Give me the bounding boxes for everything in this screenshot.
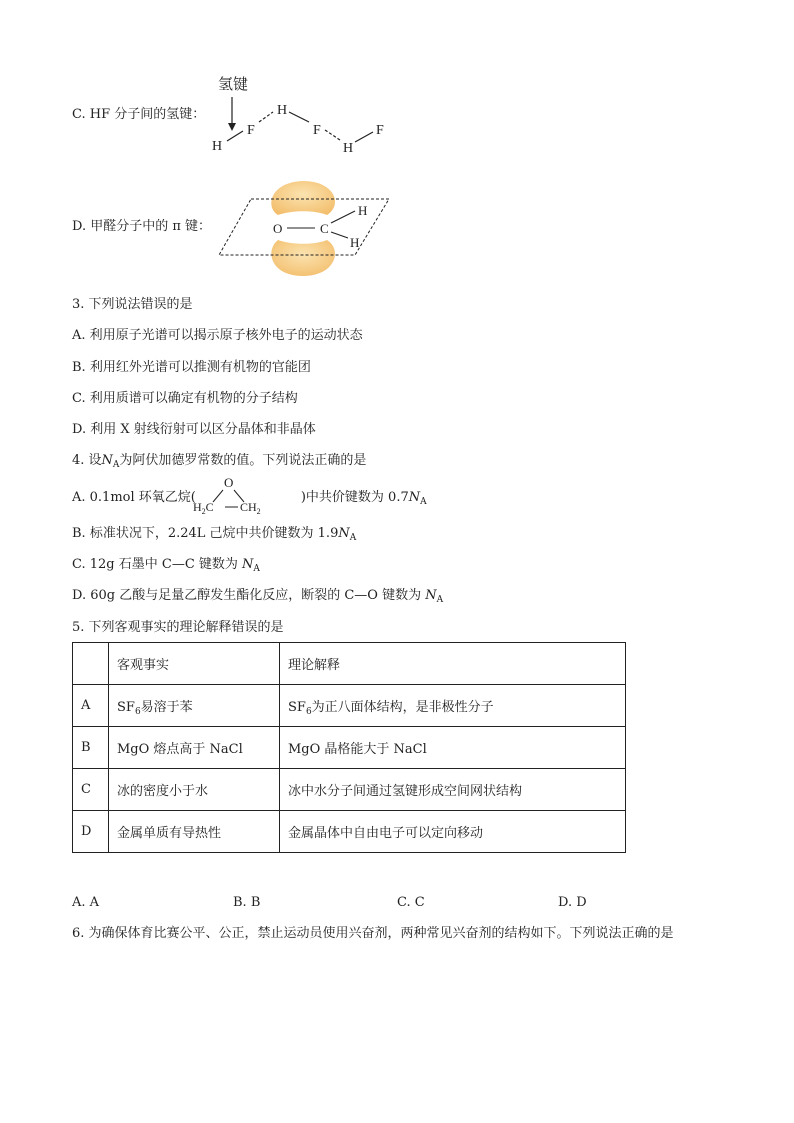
q4-option-d: D. 60g 乙酸与足量乙醇发生酯化反应，断裂的 C—O 键数为 $N_A$ [72,588,444,605]
explanation-cell: 金属晶体中自由电子可以定向移动 [280,811,626,853]
q4-stem: 4. 设$N_A$为阿伏加德罗常数的值。下列说法正确的是 [72,453,367,470]
q3-option-d: D. 利用 X 射线衍射可以区分晶体和非晶体 [72,422,316,437]
atom-h: H [277,103,288,118]
hf-hydrogen-bond-diagram [205,72,405,162]
atom-h: H [212,139,223,154]
ch2-right: $CH_2$ [240,500,261,516]
q6-stem: 6. 为确保体育比赛公平、公正，禁止运动员使用兴奋剂，两种常见兴奋剂的结构如下。下列说法正确的是 [72,926,674,941]
q5-option-d: D. D [558,895,587,910]
pi-orbital-bottom-lobe [271,240,335,276]
explanation-cell: 冰中水分子间通过氢键形成空间网状结构 [280,769,626,811]
fact-cell: $SF_6$易溶于苯 [109,685,280,727]
formaldehyde-pi-bond-diagram [215,177,400,280]
q4-option-c: C. 12g 石墨中 C—C 键数为 $N_A$ [72,557,260,574]
row-label: B [73,727,109,769]
fact-cell: 冰的密度小于水 [109,769,280,811]
fact-cell: MgO 熔点高于 NaCl [109,727,280,769]
q2-option-c-text: C. HF 分子间的氢键： [72,107,206,122]
table-header-cell: 理论解释 [280,643,626,685]
fact-cell: 金属单质有导热性 [109,811,280,853]
q4-option-a: A. 0.1mol 环氧乙烷( )中共价键数为 $0.7N_A$ [72,490,427,507]
q3-stem: 3. 下列说法错误的是 [72,297,193,312]
q5-table [72,642,626,853]
pi-orbital-top-lobe [271,181,335,215]
q5-stem: 5. 下列客观事实的理论解释错误的是 [72,620,284,635]
table-row [73,769,626,811]
q5-option-c: C. C [397,895,425,910]
table-header-cell [73,643,109,685]
q5-option-a: A. A [72,895,100,910]
table-row [73,685,626,727]
row-label: C [73,769,109,811]
q3-option-b: B. 利用红外光谱可以推测有机物的官能团 [72,360,311,375]
q2-option-d [72,219,211,235]
ethylene-oxide-structure [188,474,288,516]
table-row [73,727,626,769]
table-header-row [73,643,626,685]
explanation-cell: $SF_6$为正八面体结构，是非极性分子 [280,685,626,727]
atom-o: O [273,221,283,236]
atom-o: O [224,475,234,490]
explanation-cell: MgO 晶格能大于 NaCl [280,727,626,769]
atom-c: C [320,221,329,236]
row-label: A [73,685,109,727]
atom-f: F [376,123,384,138]
atom-f: F [247,123,255,138]
q3-option-c: C. 利用质谱可以确定有机物的分子结构 [72,391,298,406]
row-label: D [73,811,109,853]
q2-option-c [72,107,205,123]
atom-h: H [358,203,368,218]
ch2-left: $H_2C$ [193,500,214,516]
na-symbol: N [101,453,113,468]
table-row [73,811,626,853]
atom-f: F [313,123,321,138]
q2-option-d-text: D. 甲醛分子中的 π 键： [72,219,212,234]
atom-h: H [350,235,360,250]
q4-option-b: B. 标准状况下，2.24L 己烷中共价键数为 $1.9N_A$ [72,526,357,543]
table-header-cell: 客观事实 [109,643,280,685]
q5-option-b: B. B [233,895,261,910]
atom-h: H [343,141,354,156]
q3-option-a: A. 利用原子光谱可以揭示原子核外电子的运动状态 [72,328,363,343]
hbond-label: 氢键 [218,77,249,93]
